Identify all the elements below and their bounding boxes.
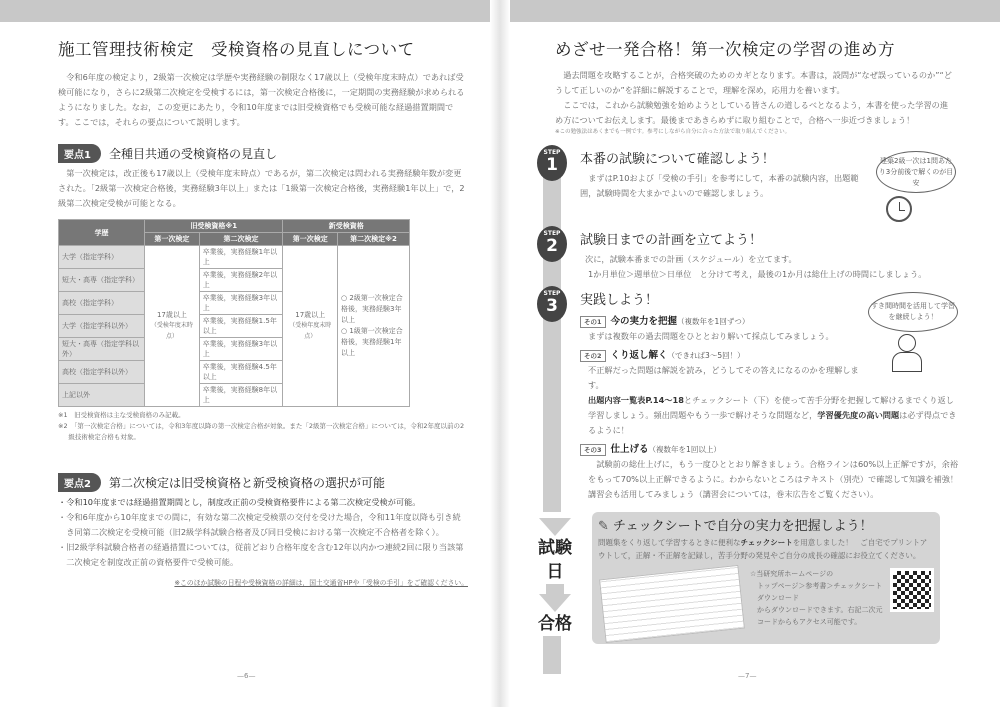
- download-line-2[interactable]: トップページ＞参考書＞チェックシートダウンロード: [757, 582, 883, 602]
- page-number-left: —6—: [237, 672, 256, 680]
- point1-heading: [58, 144, 468, 163]
- step-2-body-1: 次に，試験本番までの計画（スケジュール）を立てます。: [585, 254, 797, 264]
- old-second-cell: 卒業後，実務経験4.5年以上: [199, 361, 283, 384]
- pass-label: 合格: [538, 614, 572, 634]
- steps-section: [530, 149, 967, 644]
- point1-body: 第一次検定は，改正後も17歳以上（受検年度末時点）であるが，第二次検定は問われる実務経験年数が変更された。「2級第一次検定合格後，実務経験3年以上」または「1級第一次検定合格後，実務経験1年以上」で，2級第二次検定受検が可能となる。: [58, 168, 465, 208]
- qr-code[interactable]: [890, 568, 934, 612]
- old-second-cell: 卒業後，実務経験1.5年以上: [199, 315, 283, 338]
- checksheet-body-bold: チェックシート: [740, 538, 793, 547]
- sono2-bold-1: 出題内容一覧表P.14～18: [588, 395, 684, 405]
- step-number: 2: [546, 236, 558, 256]
- edu-cell: 短大・高専（指定学科）: [59, 269, 145, 292]
- sono2-bold-2: 学習優先度の高い問題: [817, 410, 900, 420]
- th-new: 新受検資格: [283, 220, 410, 233]
- table-note-2: ※2 「第一次検定合格」については，令和3年度以降の第一次検定合格が対象。また「2級第一次検定合格」については，令和2年度以前の2級技術検定合格も対象。: [58, 422, 465, 441]
- checksheet-body-a: 問題集をくり返して学習するときに便利な: [598, 538, 741, 547]
- old-second-cell: 卒業後，実務経験3年以上: [199, 338, 283, 361]
- edu-cell: 短大・高専（指定学科以外）: [59, 338, 145, 361]
- step-1-title: 本番の試験について確認しよう！: [580, 152, 775, 167]
- step-label: STEP: [543, 230, 561, 237]
- checksheet-lower: [598, 568, 934, 636]
- sono2-mid: とチェックシート（下）を使って苦手分野を把握して解けるまでくり返し学習しましょう。頻出問題やもう一歩で解けそうな問題など，: [588, 395, 954, 420]
- new-second-b: ○ 1級第一次検定合格後，実務経験1年以上: [341, 327, 403, 357]
- new-first-cell: [283, 246, 338, 407]
- sono3-title: 仕上げる: [610, 444, 649, 455]
- step-3-marker: [537, 286, 567, 322]
- th-edu: 学歴: [59, 220, 145, 246]
- step-2: [543, 230, 960, 282]
- new-second-a: ○ 2級第一次検定合格後，実務経験3年以上: [341, 294, 403, 324]
- clock-icon: [886, 196, 912, 222]
- checksheet-body-b: を用意しました！ ご自宅でプリントアウトして，正解・不正解を記録し，苦手分野の発見やご自分の成長の確認にお役立てください。: [598, 538, 928, 560]
- sono2-body: [580, 363, 960, 438]
- old-first-age: 17歳以上: [156, 311, 187, 319]
- sono2-body-1: 不正解だった問題は解説を読み，どうしてその答えになるのかを理解します。: [588, 365, 859, 390]
- download-line-3: からダウンロードできます。右記二次元コードからもアクセス可能です。: [757, 606, 883, 626]
- edu-cell: 高校（指定学科以外）: [59, 361, 145, 384]
- step-number: 1: [546, 155, 558, 175]
- step-label: STEP: [543, 149, 561, 156]
- step-2-body-2: 1か月単位＞週単位＞日単位 と分けて考え，最後の1か月は総仕上げの時間にしましょう。: [588, 269, 927, 279]
- new-first-age: 17歳以上: [295, 311, 326, 319]
- sono3-paren: （複数年を1回以上）: [648, 445, 721, 454]
- exam-flow: [530, 512, 580, 636]
- old-first-cell: [145, 246, 200, 407]
- bullet-item: ・令和10年度までは経過措置期間とし，制度改正前の受検資格要件による第二次検定受検が可能。: [58, 497, 421, 507]
- point2-bullets: [58, 495, 468, 570]
- edu-cell: 大学（指定学科）: [59, 246, 145, 269]
- edu-cell: 高校（指定学科）: [59, 292, 145, 315]
- sono1-title: 今の実力を把握: [610, 316, 678, 327]
- new-first-note: （受検年度末時点）: [289, 322, 332, 340]
- point2-badge: 要点2: [58, 473, 101, 492]
- checksheet-sample-image: [599, 565, 745, 643]
- sono1-paren: （複数年を1回ずつ）: [677, 317, 750, 326]
- new-second-cell: [338, 246, 410, 407]
- table-note-1: ※1 旧受検資格は主な受検資格のみ記載。: [58, 411, 185, 419]
- tip-bubble-2: すき間時間を活用して学習を継続しよう！: [868, 292, 958, 332]
- sono3-tag: その3: [580, 444, 606, 456]
- step-3-title: 実践しよう！: [580, 293, 659, 308]
- step-2-title: 試験日までの計画を立てよう！: [580, 233, 763, 248]
- page-title-left: 施工管理技術検定 受検資格の見直しについて: [58, 40, 415, 59]
- step-number: 3: [546, 296, 558, 316]
- step-1: [543, 149, 960, 222]
- step-1-marker: [537, 145, 567, 181]
- sono1-body: まずは複数年の過去問題をひととおり解いて採点してみましょう。: [588, 331, 834, 341]
- step-3: [543, 290, 967, 502]
- old-second-cell: 卒業後，実務経験2年以上: [199, 269, 283, 292]
- arrow-down-icon: [539, 518, 571, 536]
- checksheet-title: チェックシートで自分の実力を把握しよう！: [613, 519, 873, 534]
- tip-bubble-1: 建築2級一次は1問あたり3分前後で解くのが目安: [876, 151, 956, 193]
- old-second-cell: 卒業後，実務経験8年以上: [199, 384, 283, 407]
- th-second: 第二次検定: [199, 233, 283, 246]
- right-intro-1: 過去問題を攻略することが，合格突破のためのカギとなります。本書は，設問が“なぜ誤っているのか”“どうして正しいのか”を詳細に解説することで，理解を深め，応用力を養います。: [555, 70, 952, 95]
- checksheet-body: [598, 536, 934, 562]
- th-second2: 第二次検定※2: [338, 233, 410, 246]
- bullet-item: ・旧2級学科試験合格者の経過措置については，従前どおり合格年度を含む12年以内かつ連続2回に限り当該第二次検定を制度改正前の資格要件で受検可能。: [58, 542, 464, 567]
- download-line-1: ☆当研究所ホームページの: [750, 570, 834, 578]
- step-1-aside: [876, 151, 960, 222]
- exam-day-label: 試験日: [538, 538, 572, 582]
- step-3-aside: [868, 292, 960, 374]
- bottom-area: [530, 512, 960, 644]
- step-1-body: まずはP.10および「受検の手引」を参考にして，本番の試験内容，出題範囲，試験時間を大まかでよいので確認しましょう。: [580, 173, 859, 198]
- checksheet-heading: [598, 518, 934, 536]
- step-2-marker: [537, 226, 567, 262]
- arrow-shaft: [546, 584, 564, 594]
- sono2-title: くり返し解く: [610, 350, 668, 361]
- download-info: [750, 568, 884, 628]
- header-band-left: [0, 0, 490, 22]
- point1-title: 全種目共通の受検資格の見直し: [108, 147, 277, 161]
- step-label: STEP: [543, 290, 561, 297]
- sono1-tag: その1: [580, 316, 606, 328]
- sono2-paren: （できれば3～5回！）: [667, 351, 745, 360]
- arrow-down-icon: [539, 594, 571, 612]
- sono2-end: は必ず得点できるように！: [588, 410, 957, 435]
- th-first: 第一次検定: [145, 233, 200, 246]
- left-page-column: [58, 70, 468, 591]
- student-illustration: [888, 334, 928, 374]
- right-intro-note: ※この勉強法はあくまでも一例です。参考にしながら自分に合った方法で取り組んでください。: [555, 129, 791, 135]
- point1-badge: 要点1: [58, 144, 101, 163]
- intro-text: 令和6年度の検定より，2級第一次検定は学歴や実務経験の制限なく17歳以上（受検年度末時点）であれば受検可能になり，さらに2級第二次検定を受検するには，第一次検定合格後に，一定期間の実務経験が求められるようになりました。なお，この変更にあたり，令和10年度までは旧受検資格でも受検可能な経過措置期間です。ここでは，それらの要点について説明します。: [58, 72, 465, 127]
- book-spine: [490, 0, 510, 707]
- point2-heading: [58, 473, 468, 492]
- header-band-right: [510, 0, 1000, 22]
- eligibility-table: [58, 219, 410, 407]
- th-old: 旧受検資格※1: [145, 220, 283, 233]
- sono2-tag: その2: [580, 350, 606, 362]
- old-second-cell: 卒業後，実務経験3年以上: [199, 292, 283, 315]
- pencil-icon: ✎: [598, 519, 614, 534]
- table-row: [59, 246, 410, 269]
- point2-title: 第二次検定は旧受検資格と新受検資格の選択が可能: [108, 476, 385, 490]
- checksheet-box: [592, 512, 940, 644]
- old-second-cell: 卒業後，実務経験1年以上: [199, 246, 283, 269]
- left-footnote: ※このほか試験の日程や受検資格の詳細は，国土交通省HPや「受検の手引」をご確認ください。: [174, 579, 468, 587]
- right-intro-2: ここでは，これから試験勉強を始めようとしている皆さんの道しるべとなるよう，本書を使った学習の進め方についてお伝えします。最後まであきらめずに取り組むことで，合格へ一歩近づきましょう！: [555, 100, 949, 125]
- edu-cell: 大学（指定学科以外）: [59, 315, 145, 338]
- th-first2: 第一次検定: [283, 233, 338, 246]
- sono3-body: 試験前の総仕上げに，もう一度ひととおり解きましょう。合格ラインは60%以上正解ですが，余裕をもって70%以上正解できるように。わからないところはテキスト（別売）で確認して知識を補強！ 講習会も活用してみましょう（講習会については，巻末広告をご覧ください）。: [588, 459, 967, 499]
- sono3-heading: [580, 443, 960, 457]
- edu-cell: 上記以外: [59, 384, 145, 407]
- old-first-note: （受検年度末時点）: [150, 322, 193, 340]
- page-title-right: めざせ一発合格！第一次検定の学習の進め方: [555, 40, 895, 59]
- page-number-right: —7—: [738, 672, 757, 680]
- bullet-item: ・令和6年度から10年度までの間に，有効な第二次検定受検票の交付を受けた場合，令和11年度以降も引き続き同第二次検定を受検可能（旧2級学科試験合格者及び同日受検における第一次検定不合格者を除く）。: [58, 512, 461, 537]
- right-page-column: [530, 68, 967, 644]
